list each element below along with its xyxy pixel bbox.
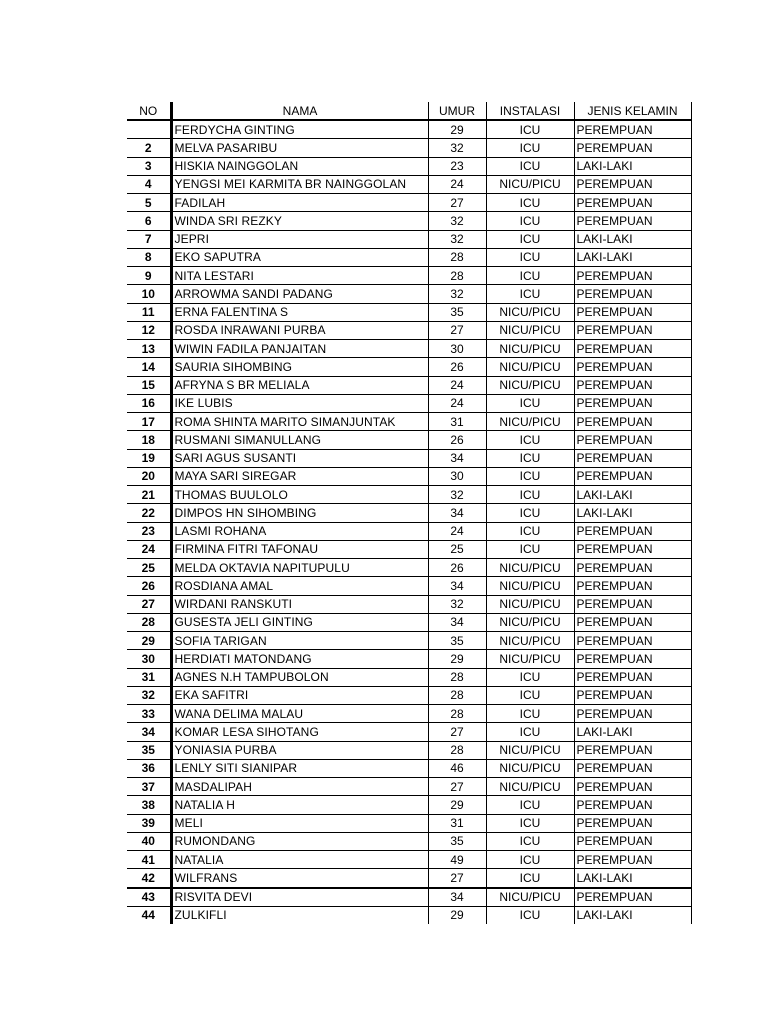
cell-nama: FADILAH: [171, 194, 428, 212]
cell-no: 5: [127, 194, 171, 212]
cell-no: 4: [127, 175, 171, 193]
cell-nama: WILFRANS: [171, 869, 428, 888]
cell-jenis-kelamin: PEREMPUAN: [574, 321, 691, 339]
table-row: [127, 869, 691, 888]
cell-instalasi: NICU/PICU: [486, 340, 574, 358]
cell-nama: HISKIA NAINGGOLAN: [171, 157, 428, 175]
cell-instalasi: ICU: [486, 486, 574, 504]
cell-nama: EKO SAPUTRA: [171, 248, 428, 266]
table-row: [127, 540, 691, 558]
cell-instalasi: NICU/PICU: [486, 613, 574, 631]
cell-instalasi: ICU: [486, 248, 574, 266]
cell-nama: RUSMANI SIMANULLANG: [171, 431, 428, 449]
table-row: [127, 285, 691, 303]
table-row: [127, 376, 691, 394]
cell-no: 31: [127, 668, 171, 686]
cell-instalasi: ICU: [486, 467, 574, 485]
cell-instalasi: NICU/PICU: [486, 778, 574, 796]
cell-jenis-kelamin: PEREMPUAN: [574, 285, 691, 303]
cell-nama: ARROWMA SANDI PADANG: [171, 285, 428, 303]
cell-instalasi: ICU: [486, 723, 574, 741]
cell-no: 26: [127, 577, 171, 595]
table-row: [127, 230, 691, 248]
table-row: [127, 340, 691, 358]
cell-no: 8: [127, 248, 171, 266]
cell-jenis-kelamin: PEREMPUAN: [574, 449, 691, 467]
cell-umur: 28: [428, 686, 486, 704]
cell-no: 12: [127, 321, 171, 339]
table-row: [127, 431, 691, 449]
table-row: [127, 814, 691, 832]
cell-umur: 27: [428, 778, 486, 796]
cell-instalasi: ICU: [486, 120, 574, 139]
cell-jenis-kelamin: PEREMPUAN: [574, 358, 691, 376]
cell-jenis-kelamin: PEREMPUAN: [574, 394, 691, 412]
table-row: [127, 157, 691, 175]
cell-no: 43: [127, 888, 171, 907]
cell-umur: 34: [428, 449, 486, 467]
cell-jenis-kelamin: PEREMPUAN: [574, 814, 691, 832]
cell-umur: 28: [428, 705, 486, 723]
cell-umur: 29: [428, 796, 486, 814]
cell-jenis-kelamin: PEREMPUAN: [574, 796, 691, 814]
cell-jenis-kelamin: PEREMPUAN: [574, 340, 691, 358]
cell-jenis-kelamin: LAKI-LAKI: [574, 504, 691, 522]
cell-nama: SOFIA TARIGAN: [171, 632, 428, 650]
header-no: NO: [127, 102, 171, 120]
cell-instalasi: ICU: [486, 906, 574, 924]
cell-jenis-kelamin: PEREMPUAN: [574, 632, 691, 650]
table-row: [127, 486, 691, 504]
cell-umur: 31: [428, 413, 486, 431]
cell-nama: JEPRI: [171, 230, 428, 248]
table-body: [127, 120, 691, 924]
cell-umur: 32: [428, 595, 486, 613]
cell-umur: 35: [428, 832, 486, 850]
cell-jenis-kelamin: PEREMPUAN: [574, 303, 691, 321]
cell-umur: 23: [428, 157, 486, 175]
table-row: [127, 613, 691, 631]
cell-nama: MELVA PASARIBU: [171, 139, 428, 157]
cell-umur: 32: [428, 212, 486, 230]
cell-no: 21: [127, 486, 171, 504]
cell-jenis-kelamin: LAKI-LAKI: [574, 248, 691, 266]
cell-jenis-kelamin: PEREMPUAN: [574, 376, 691, 394]
cell-instalasi: NICU/PICU: [486, 413, 574, 431]
cell-instalasi: ICU: [486, 157, 574, 175]
cell-nama: NATALIA: [171, 851, 428, 869]
cell-nama: AFRYNA S BR MELIALA: [171, 376, 428, 394]
cell-jenis-kelamin: PEREMPUAN: [574, 267, 691, 285]
cell-jenis-kelamin: LAKI-LAKI: [574, 230, 691, 248]
cell-nama: EKA SAFITRI: [171, 686, 428, 704]
cell-nama: HERDIATI MATONDANG: [171, 650, 428, 668]
cell-jenis-kelamin: PEREMPUAN: [574, 832, 691, 850]
cell-no: 3: [127, 157, 171, 175]
cell-umur: 27: [428, 723, 486, 741]
cell-no: [127, 120, 171, 139]
cell-umur: 31: [428, 814, 486, 832]
table-row: [127, 175, 691, 193]
cell-no: 37: [127, 778, 171, 796]
cell-instalasi: ICU: [486, 832, 574, 850]
table-row: [127, 723, 691, 741]
table-row: [127, 577, 691, 595]
cell-umur: 29: [428, 650, 486, 668]
cell-umur: 35: [428, 632, 486, 650]
cell-jenis-kelamin: PEREMPUAN: [574, 759, 691, 777]
table-row: [127, 559, 691, 577]
cell-umur: 32: [428, 139, 486, 157]
cell-no: 32: [127, 686, 171, 704]
cell-no: 28: [127, 613, 171, 631]
table-row: [127, 888, 691, 907]
cell-umur: 30: [428, 340, 486, 358]
cell-no: 6: [127, 212, 171, 230]
cell-nama: MAYA SARI SIREGAR: [171, 467, 428, 485]
cell-nama: WANA DELIMA MALAU: [171, 705, 428, 723]
cell-umur: 32: [428, 285, 486, 303]
cell-jenis-kelamin: PEREMPUAN: [574, 175, 691, 193]
cell-nama: AGNES N.H TAMPUBOLON: [171, 668, 428, 686]
cell-no: 13: [127, 340, 171, 358]
cell-umur: 34: [428, 577, 486, 595]
cell-jenis-kelamin: PEREMPUAN: [574, 595, 691, 613]
cell-no: 41: [127, 851, 171, 869]
cell-nama: YENGSI MEI KARMITA BR NAINGGOLAN: [171, 175, 428, 193]
cell-no: 22: [127, 504, 171, 522]
cell-umur: 26: [428, 559, 486, 577]
cell-jenis-kelamin: PEREMPUAN: [574, 212, 691, 230]
table-row: [127, 705, 691, 723]
cell-nama: GUSESTA JELI GINTING: [171, 613, 428, 631]
cell-jenis-kelamin: LAKI-LAKI: [574, 486, 691, 504]
cell-instalasi: NICU/PICU: [486, 650, 574, 668]
cell-instalasi: NICU/PICU: [486, 321, 574, 339]
cell-nama: DIMPOS HN SIHOMBING: [171, 504, 428, 522]
cell-jenis-kelamin: PEREMPUAN: [574, 650, 691, 668]
cell-umur: 25: [428, 540, 486, 558]
cell-instalasi: NICU/PICU: [486, 358, 574, 376]
header-jenis-kelamin: JENIS KELAMIN: [574, 102, 691, 120]
table-row: [127, 358, 691, 376]
cell-nama: ZULKIFLI: [171, 906, 428, 924]
cell-no: 25: [127, 559, 171, 577]
cell-nama: IKE LUBIS: [171, 394, 428, 412]
cell-no: 16: [127, 394, 171, 412]
cell-umur: 26: [428, 358, 486, 376]
cell-no: 20: [127, 467, 171, 485]
table-row: [127, 832, 691, 850]
table-row: [127, 595, 691, 613]
table-row: [127, 248, 691, 266]
cell-no: 39: [127, 814, 171, 832]
header-row: [127, 102, 691, 120]
table-row: [127, 394, 691, 412]
cell-jenis-kelamin: PEREMPUAN: [574, 686, 691, 704]
cell-nama: THOMAS BUULOLO: [171, 486, 428, 504]
table-row: [127, 413, 691, 431]
cell-instalasi: NICU/PICU: [486, 577, 574, 595]
cell-nama: YONIASIA PURBA: [171, 741, 428, 759]
cell-jenis-kelamin: PEREMPUAN: [574, 577, 691, 595]
cell-jenis-kelamin: PEREMPUAN: [574, 613, 691, 631]
header-umur: UMUR: [428, 102, 486, 120]
cell-instalasi: ICU: [486, 869, 574, 888]
cell-umur: 49: [428, 851, 486, 869]
cell-nama: ROSDA INRAWANI PURBA: [171, 321, 428, 339]
cell-nama: NITA LESTARI: [171, 267, 428, 285]
cell-no: 14: [127, 358, 171, 376]
cell-instalasi: NICU/PICU: [486, 175, 574, 193]
cell-umur: 27: [428, 194, 486, 212]
cell-umur: 35: [428, 303, 486, 321]
table-row: [127, 632, 691, 650]
cell-no: 30: [127, 650, 171, 668]
cell-instalasi: NICU/PICU: [486, 759, 574, 777]
cell-instalasi: NICU/PICU: [486, 376, 574, 394]
cell-nama: FERDYCHA GINTING: [171, 120, 428, 139]
cell-no: 2: [127, 139, 171, 157]
cell-umur: 26: [428, 431, 486, 449]
cell-no: 17: [127, 413, 171, 431]
cell-nama: RUMONDANG: [171, 832, 428, 850]
cell-no: 27: [127, 595, 171, 613]
cell-umur: 46: [428, 759, 486, 777]
cell-umur: 24: [428, 376, 486, 394]
cell-instalasi: ICU: [486, 504, 574, 522]
cell-nama: ROMA SHINTA MARITO SIMANJUNTAK: [171, 413, 428, 431]
cell-instalasi: ICU: [486, 851, 574, 869]
cell-umur: 34: [428, 504, 486, 522]
table-row: [127, 668, 691, 686]
cell-instalasi: NICU/PICU: [486, 741, 574, 759]
cell-nama: MELI: [171, 814, 428, 832]
cell-instalasi: NICU/PICU: [486, 595, 574, 613]
cell-no: 23: [127, 522, 171, 540]
header-instalasi: INSTALASI: [486, 102, 574, 120]
cell-instalasi: NICU/PICU: [486, 888, 574, 907]
cell-instalasi: ICU: [486, 814, 574, 832]
cell-instalasi: NICU/PICU: [486, 303, 574, 321]
table-row: [127, 686, 691, 704]
cell-umur: 30: [428, 467, 486, 485]
cell-jenis-kelamin: PEREMPUAN: [574, 705, 691, 723]
cell-no: 18: [127, 431, 171, 449]
cell-nama: ROSDIANA AMAL: [171, 577, 428, 595]
cell-umur: 24: [428, 394, 486, 412]
table-row: [127, 851, 691, 869]
cell-instalasi: ICU: [486, 449, 574, 467]
cell-umur: 24: [428, 522, 486, 540]
table-row: [127, 906, 691, 924]
table-row: [127, 522, 691, 540]
cell-jenis-kelamin: PEREMPUAN: [574, 668, 691, 686]
cell-umur: 34: [428, 888, 486, 907]
cell-instalasi: NICU/PICU: [486, 559, 574, 577]
table-row: [127, 778, 691, 796]
table-row: [127, 212, 691, 230]
cell-nama: KOMAR LESA SIHOTANG: [171, 723, 428, 741]
cell-jenis-kelamin: LAKI-LAKI: [574, 906, 691, 924]
table-row: [127, 321, 691, 339]
cell-umur: 29: [428, 906, 486, 924]
cell-no: 33: [127, 705, 171, 723]
data-sheet: [127, 102, 692, 924]
cell-no: 10: [127, 285, 171, 303]
cell-instalasi: ICU: [486, 668, 574, 686]
cell-jenis-kelamin: PEREMPUAN: [574, 120, 691, 139]
cell-instalasi: ICU: [486, 139, 574, 157]
cell-umur: 29: [428, 120, 486, 139]
table-row: [127, 303, 691, 321]
cell-nama: WIWIN FADILA PANJAITAN: [171, 340, 428, 358]
cell-nama: WINDA SRI REZKY: [171, 212, 428, 230]
table-row: [127, 194, 691, 212]
table-row: [127, 267, 691, 285]
cell-no: 7: [127, 230, 171, 248]
cell-instalasi: ICU: [486, 431, 574, 449]
cell-jenis-kelamin: PEREMPUAN: [574, 522, 691, 540]
cell-nama: SAURIA SIHOMBING: [171, 358, 428, 376]
cell-no: 19: [127, 449, 171, 467]
cell-umur: 27: [428, 321, 486, 339]
cell-umur: 32: [428, 486, 486, 504]
cell-jenis-kelamin: LAKI-LAKI: [574, 869, 691, 888]
cell-umur: 32: [428, 230, 486, 248]
cell-jenis-kelamin: PEREMPUAN: [574, 139, 691, 157]
cell-nama: LASMI ROHANA: [171, 522, 428, 540]
table-row: [127, 120, 691, 139]
table-row: [127, 741, 691, 759]
cell-nama: SARI AGUS SUSANTI: [171, 449, 428, 467]
cell-instalasi: NICU/PICU: [486, 632, 574, 650]
cell-umur: 28: [428, 248, 486, 266]
cell-nama: RISVITA DEVI: [171, 888, 428, 907]
cell-no: 34: [127, 723, 171, 741]
table-row: [127, 796, 691, 814]
cell-jenis-kelamin: PEREMPUAN: [574, 431, 691, 449]
cell-instalasi: ICU: [486, 522, 574, 540]
cell-nama: MELDA OKTAVIA NAPITUPULU: [171, 559, 428, 577]
cell-nama: LENLY SITI SIANIPAR: [171, 759, 428, 777]
cell-jenis-kelamin: LAKI-LAKI: [574, 157, 691, 175]
cell-umur: 34: [428, 613, 486, 631]
cell-no: 35: [127, 741, 171, 759]
table-row: [127, 504, 691, 522]
cell-no: 36: [127, 759, 171, 777]
cell-jenis-kelamin: PEREMPUAN: [574, 559, 691, 577]
cell-umur: 27: [428, 869, 486, 888]
cell-instalasi: ICU: [486, 796, 574, 814]
cell-umur: 24: [428, 175, 486, 193]
cell-instalasi: ICU: [486, 230, 574, 248]
cell-instalasi: ICU: [486, 194, 574, 212]
cell-jenis-kelamin: PEREMPUAN: [574, 194, 691, 212]
cell-no: 24: [127, 540, 171, 558]
cell-no: 9: [127, 267, 171, 285]
cell-jenis-kelamin: PEREMPUAN: [574, 778, 691, 796]
table-row: [127, 759, 691, 777]
cell-nama: MASDALIPAH: [171, 778, 428, 796]
cell-jenis-kelamin: PEREMPUAN: [574, 741, 691, 759]
cell-jenis-kelamin: PEREMPUAN: [574, 851, 691, 869]
table-row: [127, 139, 691, 157]
cell-nama: FIRMINA FITRI TAFONAU: [171, 540, 428, 558]
table-row: [127, 449, 691, 467]
cell-no: 40: [127, 832, 171, 850]
cell-instalasi: ICU: [486, 267, 574, 285]
cell-instalasi: ICU: [486, 394, 574, 412]
cell-umur: 28: [428, 267, 486, 285]
cell-instalasi: ICU: [486, 686, 574, 704]
table-row: [127, 467, 691, 485]
table-row: [127, 650, 691, 668]
cell-jenis-kelamin: PEREMPUAN: [574, 413, 691, 431]
header-nama: NAMA: [171, 102, 428, 120]
cell-umur: 28: [428, 741, 486, 759]
cell-nama: NATALIA H: [171, 796, 428, 814]
cell-jenis-kelamin: PEREMPUAN: [574, 888, 691, 907]
cell-nama: WIRDANI RANSKUTI: [171, 595, 428, 613]
cell-instalasi: ICU: [486, 705, 574, 723]
cell-jenis-kelamin: PEREMPUAN: [574, 540, 691, 558]
cell-no: 44: [127, 906, 171, 924]
cell-instalasi: ICU: [486, 285, 574, 303]
cell-no: 38: [127, 796, 171, 814]
cell-jenis-kelamin: LAKI-LAKI: [574, 723, 691, 741]
cell-no: 42: [127, 869, 171, 888]
cell-no: 29: [127, 632, 171, 650]
cell-umur: 28: [428, 668, 486, 686]
cell-nama: ERNA FALENTINA S: [171, 303, 428, 321]
cell-jenis-kelamin: PEREMPUAN: [574, 467, 691, 485]
cell-instalasi: ICU: [486, 212, 574, 230]
cell-instalasi: ICU: [486, 540, 574, 558]
cell-no: 15: [127, 376, 171, 394]
cell-no: 11: [127, 303, 171, 321]
staff-table: [127, 102, 692, 924]
